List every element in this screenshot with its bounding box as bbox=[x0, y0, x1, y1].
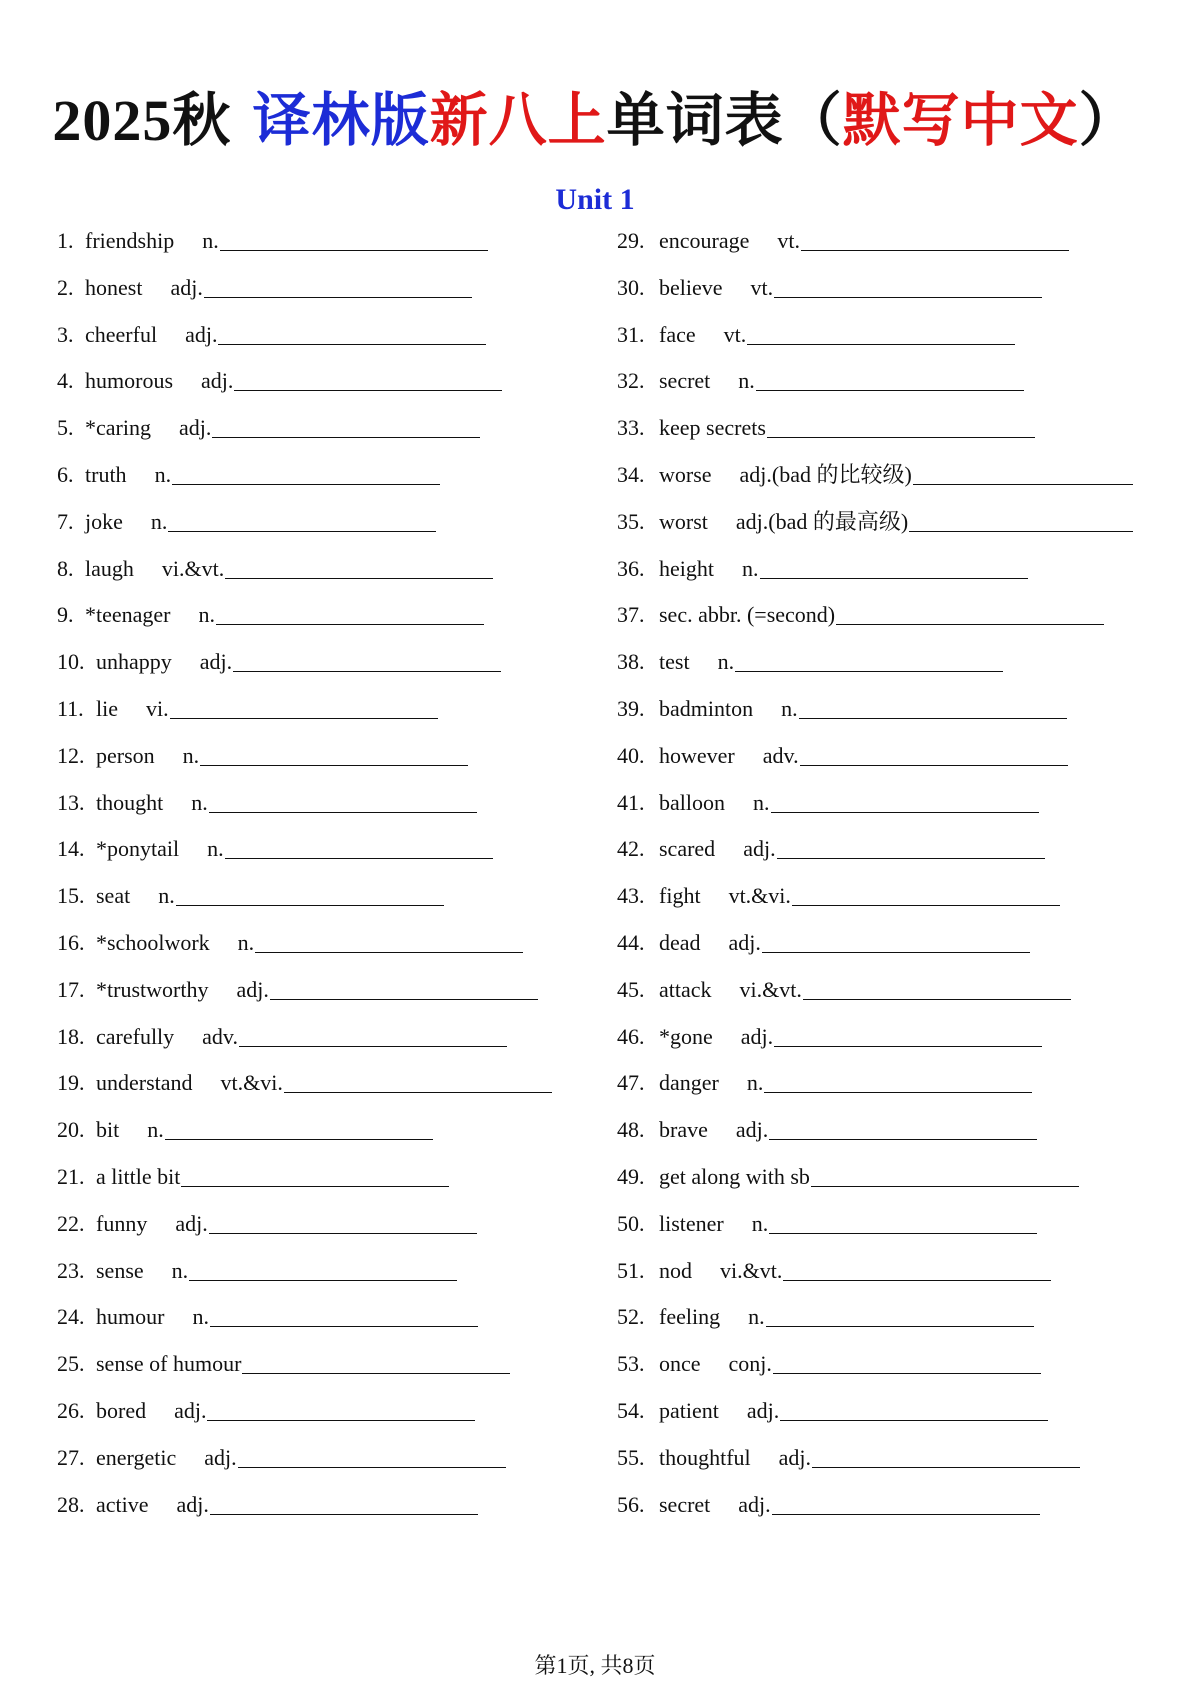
item-part-of-speech: n. bbox=[207, 836, 224, 862]
item-number: 7. bbox=[57, 508, 74, 534]
item-word: encourage bbox=[659, 228, 750, 253]
vocab-item bbox=[617, 881, 1133, 928]
vocab-item bbox=[57, 1115, 552, 1162]
item-number: 41. bbox=[617, 789, 645, 815]
item-number: 37. bbox=[617, 602, 645, 628]
left-column bbox=[57, 226, 552, 1536]
item-number: 27. bbox=[57, 1444, 85, 1470]
item-number: 26. bbox=[57, 1397, 85, 1423]
vocab-item bbox=[617, 788, 1133, 835]
item-number: 15. bbox=[57, 883, 85, 909]
item-part-of-speech: vi.&vt. bbox=[720, 1257, 783, 1283]
item-number: 53. bbox=[617, 1351, 645, 1377]
answer-blank[interactable] bbox=[735, 647, 1003, 672]
vocab-item bbox=[617, 226, 1133, 273]
item-part-of-speech: n. bbox=[748, 1304, 765, 1330]
item-word: brave bbox=[659, 1117, 708, 1143]
item-number: 31. bbox=[617, 321, 645, 347]
item-number: 2. bbox=[57, 274, 74, 300]
item-word: sense of humour bbox=[96, 1351, 242, 1377]
item-number: 17. bbox=[57, 976, 85, 1002]
vocab-item bbox=[57, 460, 552, 507]
answer-blank[interactable] bbox=[210, 1490, 478, 1515]
right-column bbox=[617, 226, 1133, 1536]
item-word: get along with sb bbox=[659, 1163, 810, 1189]
item-word: dead bbox=[659, 929, 701, 955]
answer-blank[interactable] bbox=[210, 1302, 478, 1327]
vocab-item bbox=[57, 1209, 552, 1256]
item-number: 20. bbox=[57, 1117, 85, 1143]
vocab-item bbox=[617, 1162, 1133, 1209]
item-word: danger bbox=[659, 1070, 719, 1096]
vocab-item bbox=[57, 975, 552, 1022]
item-word: believe bbox=[659, 274, 723, 300]
vocab-item bbox=[617, 460, 1133, 507]
item-number: 47. bbox=[617, 1070, 645, 1096]
vocab-item bbox=[617, 413, 1133, 460]
item-part-of-speech: adj. bbox=[728, 929, 761, 955]
vocab-item bbox=[617, 1022, 1133, 1069]
answer-blank[interactable] bbox=[220, 226, 488, 251]
answer-blank[interactable] bbox=[238, 1443, 506, 1468]
answer-blank[interactable] bbox=[239, 1022, 507, 1047]
item-word: worst bbox=[659, 508, 708, 534]
vocab-item bbox=[617, 1115, 1133, 1162]
item-word: truth bbox=[85, 461, 127, 487]
answer-blank[interactable] bbox=[234, 366, 502, 391]
item-number: 35. bbox=[617, 508, 645, 534]
title-season: 秋 bbox=[172, 86, 232, 154]
answer-blank[interactable] bbox=[780, 1396, 1048, 1421]
item-number: 16. bbox=[57, 929, 85, 955]
item-word: lie bbox=[96, 695, 118, 721]
vocab-item bbox=[57, 1068, 552, 1115]
item-word: test bbox=[659, 649, 690, 675]
item-part-of-speech: adj. bbox=[199, 649, 233, 675]
item-number: 18. bbox=[57, 1023, 85, 1049]
item-part-of-speech: n. bbox=[751, 1210, 769, 1236]
item-part-of-speech: conj. bbox=[728, 1351, 772, 1377]
vocab-item bbox=[57, 320, 552, 367]
answer-blank[interactable] bbox=[270, 975, 538, 1000]
page-footer: 第1页, 共8页 bbox=[534, 1653, 656, 1678]
item-number: 32. bbox=[617, 368, 645, 394]
item-word: humorous bbox=[85, 368, 173, 394]
answer-blank[interactable] bbox=[225, 554, 493, 579]
item-word: face bbox=[659, 321, 696, 347]
item-word: once bbox=[659, 1351, 701, 1377]
item-part-of-speech: adj. bbox=[740, 1023, 774, 1049]
item-word: funny bbox=[96, 1210, 148, 1236]
vocab-item bbox=[617, 366, 1133, 413]
item-word: secret bbox=[659, 1491, 711, 1517]
item-part-of-speech: vi. bbox=[146, 695, 169, 721]
item-part-of-speech: adj. bbox=[174, 1397, 207, 1423]
item-word: a little bit bbox=[96, 1163, 181, 1189]
vocab-item bbox=[57, 741, 552, 788]
item-word: secret bbox=[659, 368, 711, 394]
item-part-of-speech: vt.&vi. bbox=[728, 883, 791, 909]
item-word: height bbox=[659, 555, 714, 581]
item-number: 3. bbox=[57, 321, 74, 347]
item-part-of-speech: adj. bbox=[170, 274, 203, 300]
vocab-item bbox=[617, 975, 1133, 1022]
answer-blank[interactable] bbox=[799, 694, 1067, 719]
item-word: however bbox=[659, 742, 735, 768]
item-number: 10. bbox=[57, 649, 85, 675]
item-number: 46. bbox=[617, 1023, 645, 1049]
answer-blank[interactable] bbox=[766, 1302, 1034, 1327]
vocab-item bbox=[57, 366, 552, 413]
item-number: 25. bbox=[57, 1351, 85, 1377]
item-number: 13. bbox=[57, 789, 85, 815]
item-part-of-speech: n. bbox=[746, 1070, 764, 1096]
answer-blank[interactable] bbox=[255, 928, 523, 953]
item-number: 29. bbox=[617, 228, 645, 253]
item-part-of-speech: adj. bbox=[746, 1397, 780, 1423]
answer-blank[interactable] bbox=[760, 554, 1028, 579]
item-word: friendship bbox=[85, 228, 175, 253]
answer-blank[interactable] bbox=[242, 1349, 510, 1374]
vocab-item bbox=[57, 600, 552, 647]
vocab-item bbox=[57, 694, 552, 741]
item-word: feeling bbox=[659, 1304, 721, 1330]
item-part-of-speech: n. bbox=[198, 602, 215, 628]
item-part-of-speech: n. bbox=[781, 695, 798, 721]
answer-blank[interactable] bbox=[165, 1115, 433, 1140]
item-number: 34. bbox=[617, 461, 645, 487]
answer-blank[interactable] bbox=[777, 834, 1045, 859]
vocab-item bbox=[617, 1209, 1133, 1256]
item-part-of-speech: vt.&vi. bbox=[220, 1070, 283, 1096]
item-word: *caring bbox=[85, 415, 151, 441]
answer-blank[interactable] bbox=[774, 273, 1042, 298]
item-word: bored bbox=[96, 1397, 147, 1423]
answer-blank[interactable] bbox=[909, 507, 1133, 532]
item-part-of-speech: n. bbox=[171, 1257, 189, 1283]
vocab-item bbox=[617, 1490, 1133, 1537]
answer-blank[interactable] bbox=[200, 741, 468, 766]
item-part-of-speech: adj. bbox=[778, 1444, 812, 1470]
answer-blank[interactable] bbox=[836, 600, 1104, 625]
item-part-of-speech: n. bbox=[182, 742, 200, 768]
answer-blank[interactable] bbox=[769, 1209, 1037, 1234]
answer-blank[interactable] bbox=[811, 1162, 1079, 1187]
item-part-of-speech: vi.&vt. bbox=[739, 976, 802, 1002]
item-word: badminton bbox=[659, 695, 754, 721]
item-number: 11. bbox=[57, 695, 84, 721]
item-word: seat bbox=[96, 883, 131, 909]
answer-blank[interactable] bbox=[772, 1490, 1040, 1515]
item-part-of-speech: adj.(bad 的比较级) bbox=[739, 461, 912, 487]
item-part-of-speech: adj.(bad 的最高级) bbox=[735, 508, 909, 534]
item-number: 9. bbox=[57, 602, 74, 628]
item-part-of-speech: adj. bbox=[735, 1117, 769, 1143]
item-number: 45. bbox=[617, 976, 645, 1002]
item-word: keep secrets bbox=[659, 415, 766, 441]
title-close: ） bbox=[1078, 86, 1138, 154]
vocab-item bbox=[617, 1443, 1133, 1490]
vocab-item bbox=[57, 1349, 552, 1396]
title-publisher: 译林版 bbox=[252, 86, 430, 154]
item-number: 44. bbox=[617, 929, 645, 955]
vocab-item bbox=[57, 1022, 552, 1069]
vocab-item bbox=[57, 1302, 552, 1349]
item-number: 55. bbox=[617, 1444, 645, 1470]
vocab-item bbox=[617, 1349, 1133, 1396]
item-number: 1. bbox=[57, 228, 74, 253]
item-part-of-speech: adj. bbox=[178, 415, 212, 441]
vocab-item bbox=[57, 881, 552, 928]
vocab-item bbox=[57, 1443, 552, 1490]
answer-blank[interactable] bbox=[284, 1068, 552, 1093]
vocab-item bbox=[57, 273, 552, 320]
item-word: worse bbox=[659, 461, 712, 487]
item-number: 56. bbox=[617, 1491, 645, 1517]
item-part-of-speech: vt. bbox=[723, 321, 747, 347]
item-word: scared bbox=[659, 836, 716, 862]
item-number: 39. bbox=[617, 695, 645, 721]
item-part-of-speech: vt. bbox=[750, 274, 774, 300]
answer-blank[interactable] bbox=[233, 647, 501, 672]
answer-blank[interactable] bbox=[207, 1396, 475, 1421]
item-number: 19. bbox=[57, 1070, 85, 1096]
title-year: 2025 bbox=[52, 88, 173, 153]
vocab-item bbox=[617, 1302, 1133, 1349]
item-number: 48. bbox=[617, 1117, 645, 1143]
item-word: understand bbox=[96, 1070, 193, 1096]
vocab-item bbox=[57, 554, 552, 601]
vocab-item bbox=[57, 1256, 552, 1303]
item-word: *ponytail bbox=[96, 836, 180, 862]
item-part-of-speech: n. bbox=[150, 508, 168, 534]
answer-blank[interactable] bbox=[218, 320, 486, 345]
vocab-item bbox=[57, 226, 552, 273]
answer-blank[interactable] bbox=[189, 1256, 457, 1281]
item-part-of-speech: adj. bbox=[201, 368, 234, 394]
item-number: 14. bbox=[57, 836, 85, 862]
answer-blank[interactable] bbox=[762, 928, 1030, 953]
item-word: thoughtful bbox=[659, 1444, 751, 1470]
vocab-item bbox=[617, 834, 1133, 881]
vocab-item bbox=[617, 273, 1133, 320]
vocab-item bbox=[57, 928, 552, 975]
answer-blank[interactable] bbox=[176, 881, 444, 906]
item-word: fight bbox=[659, 883, 701, 909]
item-word: cheerful bbox=[85, 321, 158, 347]
item-part-of-speech: adj. bbox=[236, 976, 269, 1002]
item-number: 4. bbox=[57, 368, 74, 394]
item-word: unhappy bbox=[96, 649, 172, 675]
answer-blank[interactable] bbox=[172, 460, 440, 485]
vocab-item bbox=[617, 928, 1133, 975]
item-word: carefully bbox=[96, 1023, 175, 1049]
answer-blank[interactable] bbox=[216, 600, 484, 625]
vocab-item bbox=[617, 1068, 1133, 1115]
item-number: 33. bbox=[617, 415, 645, 441]
answer-blank[interactable] bbox=[812, 1443, 1080, 1468]
answer-blank[interactable] bbox=[204, 273, 472, 298]
item-word: energetic bbox=[96, 1444, 177, 1470]
vocab-item bbox=[57, 788, 552, 835]
item-word: laugh bbox=[85, 555, 134, 581]
vocab-item bbox=[57, 1162, 552, 1209]
unit-heading: Unit 1 bbox=[555, 183, 635, 216]
item-word: *schoolwork bbox=[96, 929, 210, 955]
item-number: 40. bbox=[617, 742, 645, 768]
item-part-of-speech: n. bbox=[753, 789, 770, 815]
vocab-item bbox=[57, 647, 552, 694]
vocab-item bbox=[57, 1490, 552, 1537]
item-word: listener bbox=[659, 1210, 724, 1236]
title-word-list: 单词表（ bbox=[606, 86, 843, 154]
page-title bbox=[0, 82, 1190, 159]
item-part-of-speech: adj. bbox=[743, 836, 776, 862]
item-word: honest bbox=[85, 274, 143, 300]
item-number: 28. bbox=[57, 1491, 85, 1517]
item-word: thought bbox=[96, 789, 164, 815]
item-word: active bbox=[96, 1491, 149, 1517]
vocab-item bbox=[617, 1256, 1133, 1303]
title-mode: 默写中文 bbox=[842, 86, 1079, 154]
item-word: *trustworthy bbox=[96, 976, 209, 1002]
answer-blank[interactable] bbox=[181, 1162, 449, 1187]
item-number: 21. bbox=[57, 1163, 85, 1189]
item-number: 52. bbox=[617, 1304, 645, 1330]
item-part-of-speech: n. bbox=[742, 555, 759, 581]
item-part-of-speech: adj. bbox=[185, 321, 218, 347]
item-number: 51. bbox=[617, 1257, 645, 1283]
title-grade: 新八上 bbox=[429, 86, 607, 154]
item-word: bit bbox=[96, 1117, 120, 1143]
vocab-item bbox=[617, 320, 1133, 367]
answer-blank[interactable] bbox=[756, 366, 1024, 391]
item-part-of-speech: n. bbox=[147, 1117, 164, 1143]
item-number: 36. bbox=[617, 555, 645, 581]
item-part-of-speech: n. bbox=[191, 789, 208, 815]
item-number: 42. bbox=[617, 836, 645, 862]
vocab-item bbox=[617, 694, 1133, 741]
answer-blank[interactable] bbox=[767, 413, 1035, 438]
item-number: 50. bbox=[617, 1210, 645, 1236]
answer-blank[interactable] bbox=[764, 1068, 1032, 1093]
item-part-of-speech: adj. bbox=[204, 1444, 237, 1470]
item-part-of-speech: adv. bbox=[762, 742, 799, 768]
item-word: sec. abbr. (=second) bbox=[659, 602, 836, 628]
item-part-of-speech: n. bbox=[717, 649, 735, 675]
item-part-of-speech: adj. bbox=[176, 1491, 209, 1517]
answer-blank[interactable] bbox=[209, 1209, 477, 1234]
answer-blank[interactable] bbox=[225, 834, 493, 859]
item-part-of-speech: vi.&vt. bbox=[161, 555, 225, 581]
item-number: 38. bbox=[617, 649, 645, 675]
item-part-of-speech: n. bbox=[202, 228, 219, 253]
item-number: 8. bbox=[57, 555, 74, 581]
answer-blank[interactable] bbox=[792, 881, 1060, 906]
item-word: *gone bbox=[659, 1023, 713, 1049]
item-part-of-speech: adj. bbox=[738, 1491, 771, 1517]
answer-blank[interactable] bbox=[168, 507, 436, 532]
item-part-of-speech: n. bbox=[738, 368, 755, 394]
answer-blank[interactable] bbox=[773, 1349, 1041, 1374]
item-part-of-speech: adv. bbox=[202, 1023, 239, 1049]
answer-blank[interactable] bbox=[170, 694, 438, 719]
answer-blank[interactable] bbox=[774, 1022, 1042, 1047]
answer-blank[interactable] bbox=[212, 413, 480, 438]
item-word: balloon bbox=[659, 789, 725, 815]
item-number: 24. bbox=[57, 1304, 85, 1330]
vocab-item bbox=[617, 741, 1133, 788]
item-part-of-speech: n. bbox=[158, 883, 175, 909]
item-word: nod bbox=[659, 1257, 692, 1283]
item-part-of-speech: n. bbox=[154, 461, 172, 487]
answer-blank[interactable] bbox=[209, 788, 477, 813]
vocab-item bbox=[57, 1396, 552, 1443]
item-word: humour bbox=[96, 1304, 165, 1330]
item-word: patient bbox=[659, 1397, 719, 1423]
item-number: 5. bbox=[57, 415, 74, 441]
item-number: 43. bbox=[617, 883, 645, 909]
item-number: 30. bbox=[617, 274, 645, 300]
answer-blank[interactable] bbox=[769, 1115, 1037, 1140]
item-word: sense bbox=[96, 1257, 144, 1283]
item-number: 12. bbox=[57, 742, 85, 768]
item-number: 49. bbox=[617, 1163, 645, 1189]
item-number: 22. bbox=[57, 1210, 85, 1236]
vocab-item bbox=[617, 507, 1133, 554]
item-part-of-speech: n. bbox=[192, 1304, 209, 1330]
item-number: 6. bbox=[57, 461, 74, 487]
answer-blank[interactable] bbox=[803, 975, 1071, 1000]
vocab-item bbox=[57, 507, 552, 554]
answer-blank[interactable] bbox=[747, 320, 1015, 345]
item-word: attack bbox=[659, 976, 712, 1002]
vocab-item bbox=[57, 413, 552, 460]
item-number: 23. bbox=[57, 1257, 85, 1283]
vocab-item bbox=[617, 647, 1133, 694]
answer-blank[interactable] bbox=[783, 1256, 1051, 1281]
answer-blank[interactable] bbox=[801, 226, 1069, 251]
item-part-of-speech: vt. bbox=[777, 228, 801, 253]
item-word: *teenager bbox=[85, 602, 171, 628]
item-word: joke bbox=[85, 508, 123, 534]
item-part-of-speech: n. bbox=[237, 929, 255, 955]
item-word: person bbox=[96, 742, 155, 768]
answer-blank[interactable] bbox=[800, 741, 1068, 766]
vocab-item bbox=[617, 600, 1133, 647]
item-part-of-speech: adj. bbox=[175, 1210, 208, 1236]
answer-blank[interactable] bbox=[913, 460, 1133, 485]
vocab-item bbox=[57, 834, 552, 881]
vocab-item bbox=[617, 554, 1133, 601]
vocab-item bbox=[617, 1396, 1133, 1443]
answer-blank[interactable] bbox=[771, 788, 1039, 813]
item-number: 54. bbox=[617, 1397, 645, 1423]
